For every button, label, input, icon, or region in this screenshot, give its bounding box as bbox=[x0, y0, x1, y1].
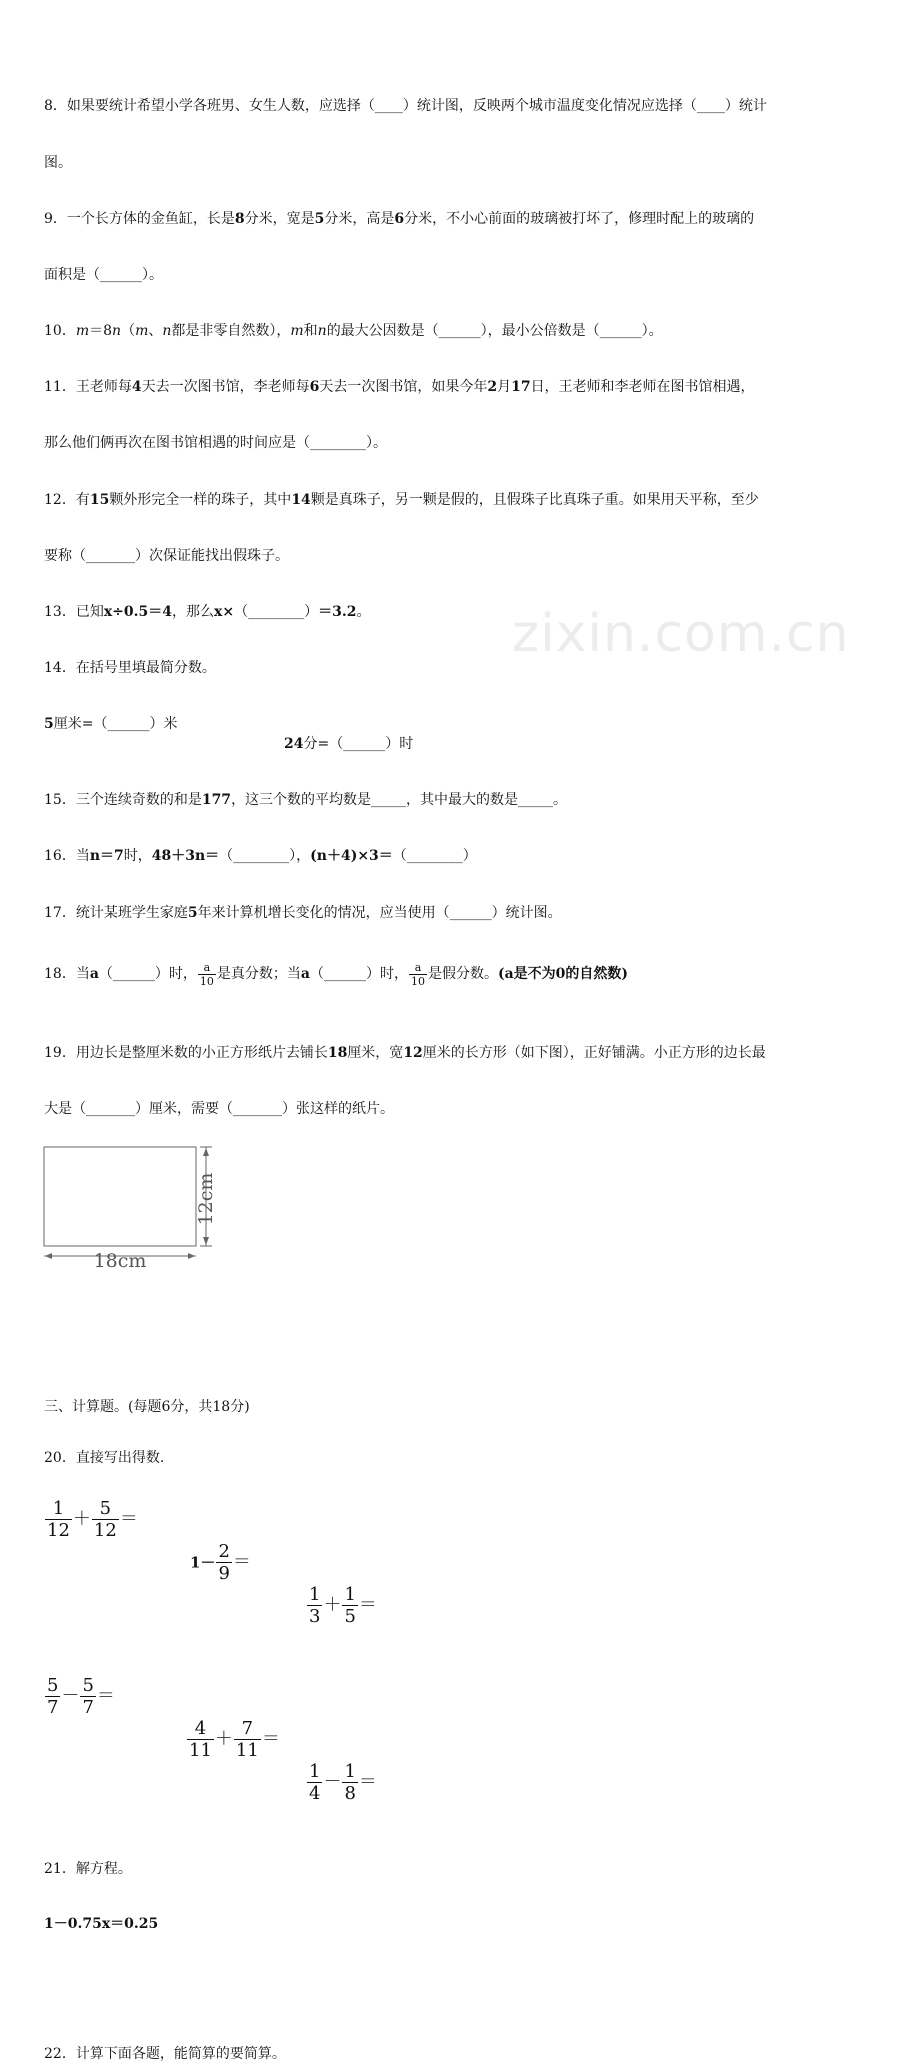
calc-expression-1 bbox=[44, 1498, 920, 1541]
q20-title: 20．直接写出得数. bbox=[44, 1450, 165, 1466]
numerator: 7 bbox=[234, 1718, 261, 1740]
equals: ＝ bbox=[358, 1771, 377, 1793]
q18-text-e: 是假分数。 bbox=[427, 966, 498, 982]
q13-text-d: 。 bbox=[356, 604, 371, 620]
question-8-line1 bbox=[44, 96, 920, 116]
question-9-line2 bbox=[44, 265, 920, 285]
operator: － bbox=[323, 1771, 342, 1793]
denominator: 12 bbox=[93, 1520, 117, 1541]
q19-text-a: 19．用边长是整厘米数的小正方形纸片去铺长 bbox=[44, 1045, 328, 1061]
section3-mid: 分，共 bbox=[170, 1399, 213, 1415]
question-8-line2 bbox=[44, 153, 920, 173]
q18-frac1-den: 10 bbox=[199, 974, 214, 988]
q18-var-a2: a bbox=[300, 966, 310, 982]
lead-term: 1－ bbox=[190, 1553, 216, 1572]
watermark-text: zixin.com.cn bbox=[512, 604, 850, 664]
question-8-text-cont: 图。 bbox=[44, 155, 72, 171]
q12-text-c: 颗是真珠子，另一颗是假的，且假珠子比真珠子重。如果用天平称，至少 bbox=[310, 492, 759, 508]
q18-frac1-num: a bbox=[198, 961, 216, 975]
section-3-heading bbox=[44, 1397, 920, 1417]
operator: － bbox=[61, 1685, 80, 1707]
denominator: 12 bbox=[47, 1520, 70, 1541]
fraction bbox=[342, 1584, 357, 1627]
q17-text-b: 年来计算机增长变化的情况，应当使用（______）统计图。 bbox=[197, 905, 562, 921]
calc-expression-6 bbox=[306, 1761, 920, 1804]
question-11-line1 bbox=[44, 377, 920, 397]
calc-expression-2 bbox=[190, 1541, 920, 1584]
q15-num: 177 bbox=[201, 792, 232, 808]
q9-text-d: 分米，不小心前面的玻璃被打坏了，修理时配上的玻璃的 bbox=[404, 211, 755, 227]
q12-text-line2: 要称（_______）次保证能找出假珠子。 bbox=[44, 548, 289, 564]
q9-text-b: 分米，宽是 bbox=[244, 211, 315, 227]
operator: ＋ bbox=[214, 1728, 233, 1750]
q19-text-c: 厘米的长方形（如下图），正好铺满。小正方形的边长最 bbox=[422, 1045, 766, 1061]
q16-blank2: （________） bbox=[392, 848, 477, 864]
q12-num-2: 14 bbox=[291, 492, 311, 508]
calc-expression-4 bbox=[44, 1675, 920, 1718]
q12-num-1: 15 bbox=[89, 492, 110, 508]
question-12-line1 bbox=[44, 490, 920, 510]
q16-expr1: n＝7 bbox=[89, 848, 124, 864]
calc-expression-5 bbox=[186, 1718, 920, 1761]
section3-num1: 6 bbox=[161, 1399, 171, 1415]
q19-text-line2: 大是（_______）厘米，需要（_______）张这样的纸片。 bbox=[44, 1101, 394, 1117]
q16-expr3: (n＋4)×3＝ bbox=[310, 848, 393, 864]
question-14-part1 bbox=[44, 714, 920, 734]
q17-num: 5 bbox=[187, 905, 198, 921]
denominator: 4 bbox=[309, 1783, 321, 1804]
calc-expression-3 bbox=[306, 1584, 920, 1627]
denominator: 5 bbox=[344, 1606, 356, 1627]
question-9-line1 bbox=[44, 209, 920, 229]
q18-frac2-num: a bbox=[409, 961, 427, 975]
fraction bbox=[187, 1718, 214, 1761]
q10-eq: ＝8 bbox=[89, 323, 113, 339]
denominator: 11 bbox=[235, 1740, 259, 1761]
q9-text-a: 9．一个长方体的金鱼缸，长是 bbox=[44, 211, 235, 227]
question-16 bbox=[44, 846, 920, 866]
q19-text-b: 厘米，宽 bbox=[347, 1045, 404, 1061]
q18-note: (a是不为0的自然数) bbox=[497, 966, 629, 982]
q14-title: 14．在括号里填最简分数。 bbox=[44, 660, 216, 676]
denominator: 11 bbox=[189, 1740, 212, 1761]
numerator: 1 bbox=[45, 1498, 72, 1520]
q10-var-n3: n bbox=[317, 323, 327, 339]
fraction bbox=[216, 1541, 231, 1584]
numerator: 1 bbox=[309, 1761, 321, 1782]
q18-text-c: 是真分数；当 bbox=[216, 966, 301, 982]
q11-num-3: 2 bbox=[487, 379, 498, 395]
equals: ＝ bbox=[119, 1508, 138, 1530]
q11-num-1: 4 bbox=[131, 379, 142, 395]
q10-var-m2: m bbox=[135, 323, 149, 339]
q15-text-a: 15．三个连续奇数的和是 bbox=[44, 792, 202, 808]
question-20-title bbox=[44, 1448, 920, 1468]
q18-fraction-2 bbox=[409, 961, 427, 988]
question-13 bbox=[44, 602, 920, 622]
q13-expr3: ＝3.2 bbox=[318, 604, 357, 620]
q10-number: 10． bbox=[44, 323, 76, 339]
q10-text-e: 和 bbox=[303, 323, 318, 339]
q12-text-b: 颗外形完全一样的珠子，其中 bbox=[109, 492, 292, 508]
question-19-line2 bbox=[44, 1099, 920, 1119]
q19-num-1: 18 bbox=[327, 1045, 348, 1061]
question-19-line1 bbox=[44, 1043, 920, 1063]
q11-text-b: 天去一次图书馆，李老师每 bbox=[141, 379, 310, 395]
q9-num-length: 8 bbox=[234, 211, 245, 227]
q19-num-2: 12 bbox=[403, 1045, 423, 1061]
q13-text-a: 13．已知 bbox=[44, 604, 104, 620]
fraction bbox=[234, 1718, 261, 1761]
section3-end: 分) bbox=[230, 1399, 250, 1415]
q12-text-a: 12．有 bbox=[44, 492, 90, 508]
fraction bbox=[45, 1498, 72, 1541]
height-label: 12cm bbox=[195, 1172, 217, 1226]
numerator: 1 bbox=[344, 1761, 356, 1782]
q10-text-d: 都是非零自然数）， bbox=[171, 323, 291, 339]
question-21-title bbox=[44, 1859, 920, 1879]
operator: ＋ bbox=[72, 1508, 91, 1530]
q11-text-c: 天去一次图书馆，如果今年 bbox=[319, 379, 488, 395]
question-10 bbox=[44, 321, 920, 341]
denominator: 7 bbox=[47, 1697, 59, 1718]
question-8-text: 8．如果要统计希望小学各班男、女生人数，应选择（____）统计图，反映两个城市温度变化情况应选择（____）统计 bbox=[44, 98, 767, 114]
section3-title: 三、计算题。(每题 bbox=[44, 1399, 162, 1415]
operator: ＋ bbox=[323, 1594, 342, 1616]
numerator: 1 bbox=[309, 1584, 321, 1605]
q10-text-c: 、 bbox=[148, 323, 163, 339]
question-11-line2 bbox=[44, 433, 920, 453]
q18-text-b: （______）时， bbox=[98, 966, 197, 982]
q14-p2-num: 24 bbox=[284, 736, 304, 752]
equals: ＝ bbox=[358, 1594, 377, 1616]
q10-text-b: （ bbox=[121, 323, 136, 339]
q16-blank1: （________）， bbox=[219, 848, 311, 864]
question-21-equation bbox=[44, 1914, 920, 1934]
q16-expr2: 48＋3n＝ bbox=[151, 848, 220, 864]
question-14-part2 bbox=[284, 734, 920, 754]
q16-text-b: 时， bbox=[123, 848, 152, 864]
q15-text-b: ，这三个数的平均数是_____，其中最大的数是_____。 bbox=[231, 792, 568, 808]
numerator: 5 bbox=[92, 1498, 119, 1520]
section3-num2: 18 bbox=[212, 1399, 231, 1415]
question-12-line2 bbox=[44, 546, 920, 566]
q13-expr2: x× bbox=[214, 604, 235, 620]
q22-title: 22．计算下面各题，能简算的要简算。 bbox=[44, 2046, 286, 2062]
q18-frac2-den: 10 bbox=[410, 974, 425, 988]
q10-var-m: m bbox=[75, 323, 90, 339]
equals: ＝ bbox=[232, 1551, 251, 1573]
q17-text-a: 17．统计某班学生家庭 bbox=[44, 905, 188, 921]
fraction bbox=[307, 1584, 322, 1627]
q10-var-n2: n bbox=[162, 323, 172, 339]
q11-text-a: 11．王老师每 bbox=[44, 379, 132, 395]
q14-p1-text: 厘米=（______）米 bbox=[53, 716, 178, 732]
denominator: 8 bbox=[344, 1783, 356, 1804]
numerator: 2 bbox=[218, 1541, 230, 1562]
width-label: 18cm bbox=[93, 1250, 147, 1268]
q21-equation-text: 1－0.75x＝0.25 bbox=[44, 1916, 159, 1932]
q10-var-m3: m bbox=[290, 323, 304, 339]
question-14-title bbox=[44, 658, 920, 678]
fraction bbox=[342, 1761, 357, 1804]
q10-var-n: n bbox=[112, 323, 122, 339]
q9-text-c: 分米，高是 bbox=[324, 211, 395, 227]
q11-num-2: 6 bbox=[309, 379, 320, 395]
equals: ＝ bbox=[96, 1685, 115, 1707]
question-22-title bbox=[44, 2044, 920, 2064]
fraction bbox=[45, 1675, 60, 1718]
numerator: 4 bbox=[187, 1718, 214, 1740]
q18-var-a: a bbox=[89, 966, 99, 982]
q18-text-a: 18．当 bbox=[44, 966, 90, 982]
denominator: 9 bbox=[218, 1563, 230, 1584]
q18-text-d: （______）时， bbox=[309, 966, 408, 982]
numerator: 5 bbox=[47, 1675, 59, 1696]
q11-text-line2: 那么他们俩再次在图书馆相遇的时间应是（________）。 bbox=[44, 435, 387, 451]
numerator: 5 bbox=[82, 1675, 94, 1696]
q14-p1-num: 5 bbox=[44, 716, 54, 732]
numerator: 1 bbox=[344, 1584, 356, 1605]
q14-p2-text: 分=（______）时 bbox=[303, 736, 414, 752]
rectangle-diagram bbox=[40, 1144, 220, 1268]
equals: ＝ bbox=[261, 1728, 280, 1750]
fraction bbox=[80, 1675, 95, 1718]
q11-num-4: 17 bbox=[511, 379, 531, 395]
q13-expr1: x÷0.5＝4 bbox=[103, 604, 173, 620]
question-15 bbox=[44, 790, 920, 810]
q9-text-line2: 面积是（______）。 bbox=[44, 267, 163, 283]
q13-text-b: ，那么 bbox=[172, 604, 215, 620]
q18-fraction-1 bbox=[198, 961, 216, 988]
q10-text-f: 的最大公因数是（______），最小公倍数是（______）。 bbox=[326, 323, 663, 339]
fraction bbox=[92, 1498, 119, 1541]
denominator: 7 bbox=[82, 1697, 94, 1718]
q11-text-e: 日，王老师和李老师在图书馆相遇， bbox=[530, 379, 755, 395]
question-18 bbox=[44, 956, 920, 992]
q16-text-a: 16．当 bbox=[44, 848, 90, 864]
denominator: 3 bbox=[309, 1606, 321, 1627]
q13-blank: （________） bbox=[234, 604, 319, 620]
fraction bbox=[307, 1761, 322, 1804]
q9-num-height: 6 bbox=[394, 211, 405, 227]
q11-text-d: 月 bbox=[497, 379, 512, 395]
question-17 bbox=[44, 903, 920, 923]
q21-title: 21．解方程。 bbox=[44, 1861, 132, 1877]
q9-num-width: 5 bbox=[314, 211, 325, 227]
